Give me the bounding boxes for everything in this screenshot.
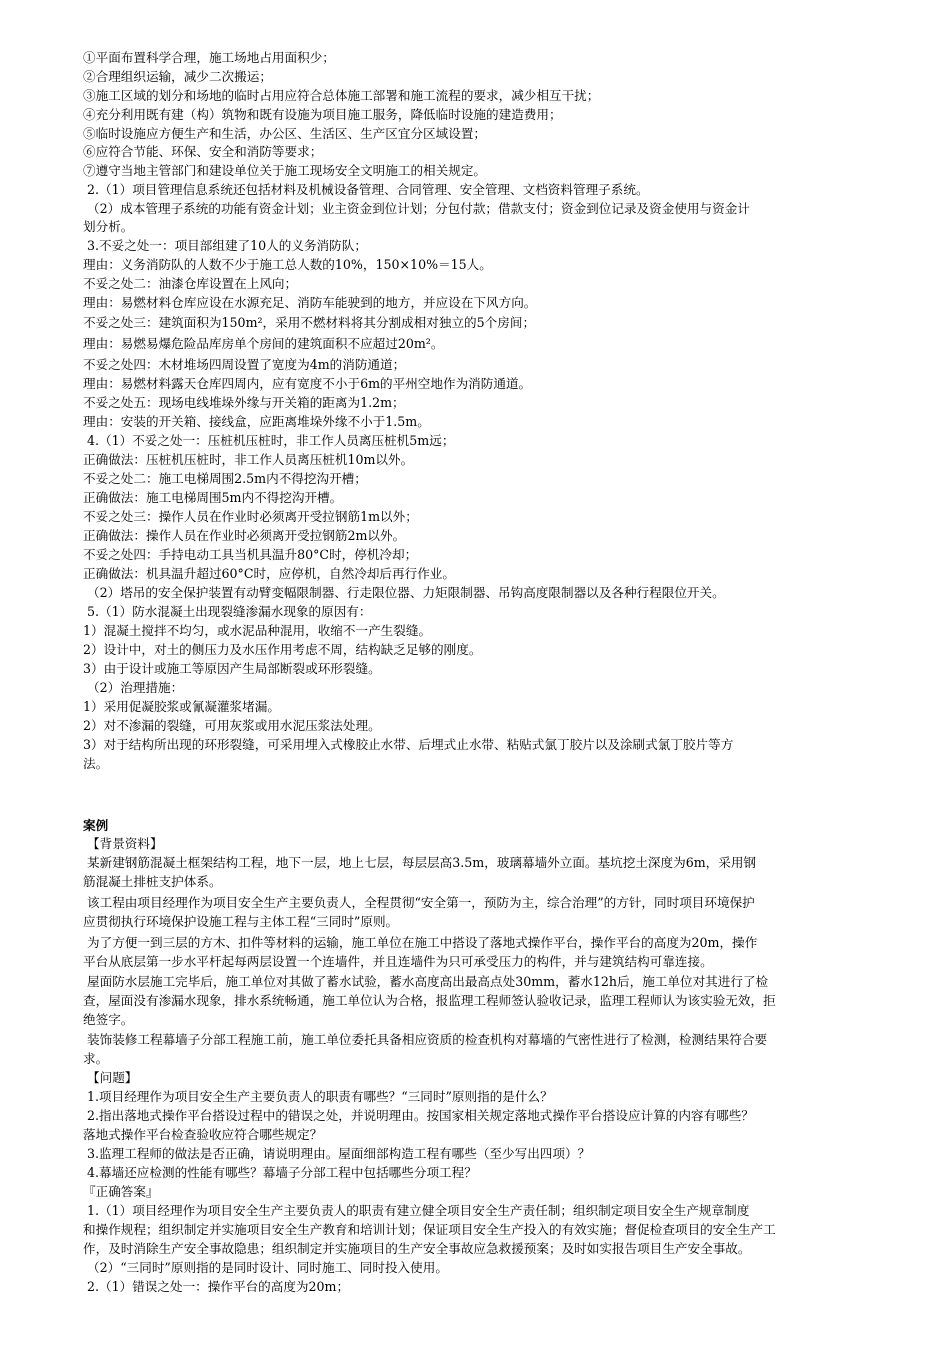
text-line: 4.幕墙还应检测的性能有哪些？幕墙子分部工程中包括哪些分项工程？ — [87, 1165, 477, 1180]
text-line: ②合理组织运输，减少二次搬运； — [83, 69, 272, 84]
text-line: 5.（1）防水混凝土出现裂缝渗漏水现象的原因有： — [87, 604, 372, 619]
text-line: 求。 — [83, 1051, 109, 1066]
text-line: 装饰装修工程幕墙子分部工程施工前，施工单位委托具备相应资质的检查机构对幕墙的气密性进行了检测，检测结果符合要 — [87, 1032, 768, 1047]
text-line: 不妥之处三：建筑面积为150m²，采用不燃材料将其分割成相对独立的5个房间； — [83, 315, 536, 330]
text-line: （2）塔吊的安全保护装置有动臂变幅限制器、行走限位器、力矩限制器、吊钩高度限制器以及各种行程限位开关。 — [87, 585, 725, 600]
text-line: 划分析。 — [83, 219, 134, 234]
text-line: 理由：易燃易爆危险品库房单个房间的建筑面积不应超过20m²。 — [83, 336, 444, 351]
text-line: 2）对不渗漏的裂缝，可用灰浆或用水泥压浆法处理。 — [83, 718, 381, 733]
text-line: 和操作规程；组织制定并实施项目安全生产教育和培训计划；保证项目安全生产投入的有效实施；督促检查项目的安全生产工 — [83, 1222, 776, 1237]
text-line: 不妥之处二：油漆仓库设置在上风向； — [83, 276, 298, 291]
text-line: 作，及时消除生产安全事故隐患；组织制定并实施项目的生产安全事故应急救援预案；及时如实报告项目生产安全事故。 — [83, 1241, 751, 1256]
text-line: 筋混凝土排桩支护体系。 — [83, 874, 222, 889]
text-line: 该工程由项目经理作为项目安全生产主要负责人，全程贯彻“安全第一，预防为主，综合治理”的方针，同时项目环境保护 — [87, 895, 755, 910]
text-line: 某新建钢筋混凝土框架结构工程，地下一层，地上七层，每层层高3.5m，玻璃幕墙外立面。基坑挖土深度为6m，采用钢 — [87, 855, 757, 870]
text-line: 不妥之处二：施工电梯周围2.5m内不得挖沟开槽； — [83, 471, 367, 486]
text-line: 2.指出落地式操作平台搭设过程中的错误之处，并说明理由。按国家相关规定落地式操作平台搭设应计算的内容有哪些？ — [87, 1108, 754, 1123]
text-line: 不妥之处三：操作人员在作业时必须离开受拉钢筋1m以外； — [83, 509, 418, 524]
text-line: （2）成本管理子系统的功能有资金计划；业主资金到位计划；分包付款；借款支付；资金到位记录及资金使用与资金计 — [87, 201, 750, 216]
text-line: ⑤临时设施应方便生产和生活，办公区、生活区、生产区宜分区域设置； — [83, 126, 486, 141]
text-line: 1）采用促凝胶浆或氰凝灌浆堵漏。 — [83, 699, 280, 714]
text-line: 4.（1）不妥之处一：压桩机压桩时，非工作人员离压桩机5m远； — [87, 433, 455, 448]
text-line: 1.项目经理作为项目安全生产主要负责人的职责有哪些？“三同时”原则指的是什么？ — [87, 1089, 553, 1104]
text-line: 1）混凝土搅拌不均匀，或水泥品种混用，收缩不一产生裂缝。 — [83, 623, 432, 638]
text-line: 2.（1）项目管理信息系统还包括材料及机械设备管理、合同管理、安全管理、文档资料管理子系统。 — [87, 182, 649, 197]
text-line: 3）对于结构所出现的环形裂缝，可采用埋入式橡胶止水带、后埋式止水带、粘贴式氯丁胶片以及涂刷式氯丁胶片等方 — [83, 737, 734, 752]
text-line: 【问题】 — [87, 1070, 138, 1085]
text-line: （2）“三同时”原则指的是同时设计、同时施工、同时投入使用。 — [87, 1260, 448, 1275]
text-line: 法。 — [83, 756, 109, 771]
text-line: 理由：义务消防队的人数不少于施工总人数的10%，150×10%＝15人。 — [83, 257, 492, 272]
text-line: ③施工区域的划分和场地的临时占用应符合总体施工部署和施工流程的要求，减少相互干扰； — [83, 88, 600, 103]
text-line: ①平面布置科学合理，施工场地占用面积少； — [83, 50, 335, 65]
text-line: ④充分利用既有建（构）筑物和既有设施为项目施工服务，降低临时设施的建造费用； — [83, 107, 562, 122]
text-line: 不妥之处五：现场电线堆垛外缘与开关箱的距离为1.2m； — [83, 395, 405, 410]
text-line: 3.不妥之处一：项目部组建了10人的义务消防队； — [87, 238, 367, 253]
text-line: ⑥应符合节能、环保、安全和消防等要求； — [83, 144, 323, 159]
text-line: 正确做法：施工电梯周围5m内不得挖沟开槽。 — [83, 490, 343, 505]
text-line: 【背景资料】 — [87, 836, 163, 851]
text-line: 平台从底层第一步水平杆起每两层设置一个连墙件，并且连墙件为只可承受压力的构件，并与建筑结构可靠连接。 — [83, 954, 713, 969]
text-line: 2.（1）错误之处一：操作平台的高度为20m； — [87, 1279, 350, 1294]
text-line: （2）治理措施： — [87, 680, 184, 695]
text-line: 1.（1）项目经理作为项目安全生产主要负责人的职责有建立健全项目安全生产责任制；组织制定项目安全生产规章制度 — [87, 1203, 750, 1218]
text-line: 不妥之处四：手持电动工具当机具温升80°C时，停机冷却； — [83, 547, 418, 562]
text-line: 理由：安装的开关箱、接线盒，应距离堆垛外缘不小于1.5m。 — [83, 414, 430, 429]
text-line: 正确做法：压桩机压桩时，非工作人员离压桩机10m以外。 — [83, 452, 414, 467]
text-line: 理由：易燃材料露天仓库四周内，应有宽度不小于6m的平州空地作为消防通道。 — [83, 376, 532, 391]
text-line: 3.监理工程师的做法是否正确，请说明理由。屋面细部构造工程有哪些（至少写出四项）？ — [87, 1146, 591, 1161]
text-line: 正确做法：操作人员在作业时必须离开受拉钢筋2m以外。 — [83, 528, 406, 543]
text-line: 绝签字。 — [83, 1012, 134, 1027]
text-line: 3）由于设计或施工等原因产生局部断裂或环形裂缝。 — [83, 661, 381, 676]
text-line: 理由：易燃材料仓库应设在水源充足、消防车能驶到的地方，并应设在下风方向。 — [83, 295, 537, 310]
section-title: 案例 — [83, 818, 109, 833]
text-line: ⑦遵守当地主管部门和建设单位关于施工现场安全文明施工的相关规定。 — [83, 163, 486, 178]
text-line: 为了方便一到三层的方木、扣件等材料的运输，施工单位在施工中搭设了落地式操作平台，操作平台的高度为20m，操作 — [87, 935, 758, 950]
text-line: 屋面防水层施工完毕后，施工单位对其做了蓄水试验，蓄水高度高出最高点处30mm，蓄水12h后，施工单位对其进行了检 — [87, 974, 769, 989]
text-line: 『正确答案』 — [83, 1184, 159, 1199]
text-line: 落地式操作平台检查验收应符合哪些规定？ — [83, 1127, 323, 1142]
text-line: 不妥之处四：木材堆场四周设置了宽度为4m的消防通道； — [83, 357, 406, 372]
text-line: 应贯彻执行环境保护设施工程与主体工程“三同时”原则。 — [83, 914, 399, 929]
text-line: 正确做法：机具温升超过60°C时，应停机，自然冷却后再行作业。 — [83, 566, 455, 581]
text-line: 2）设计中，对土的侧压力及水压作用考虑不周，结构缺乏足够的刚度。 — [83, 642, 482, 657]
text-line: 查，屋面没有渗漏水现象，排水系统畅通，施工单位认为合格，报监理工程师签认验收记录，监理工程师认为该实验无效，拒 — [83, 993, 776, 1008]
